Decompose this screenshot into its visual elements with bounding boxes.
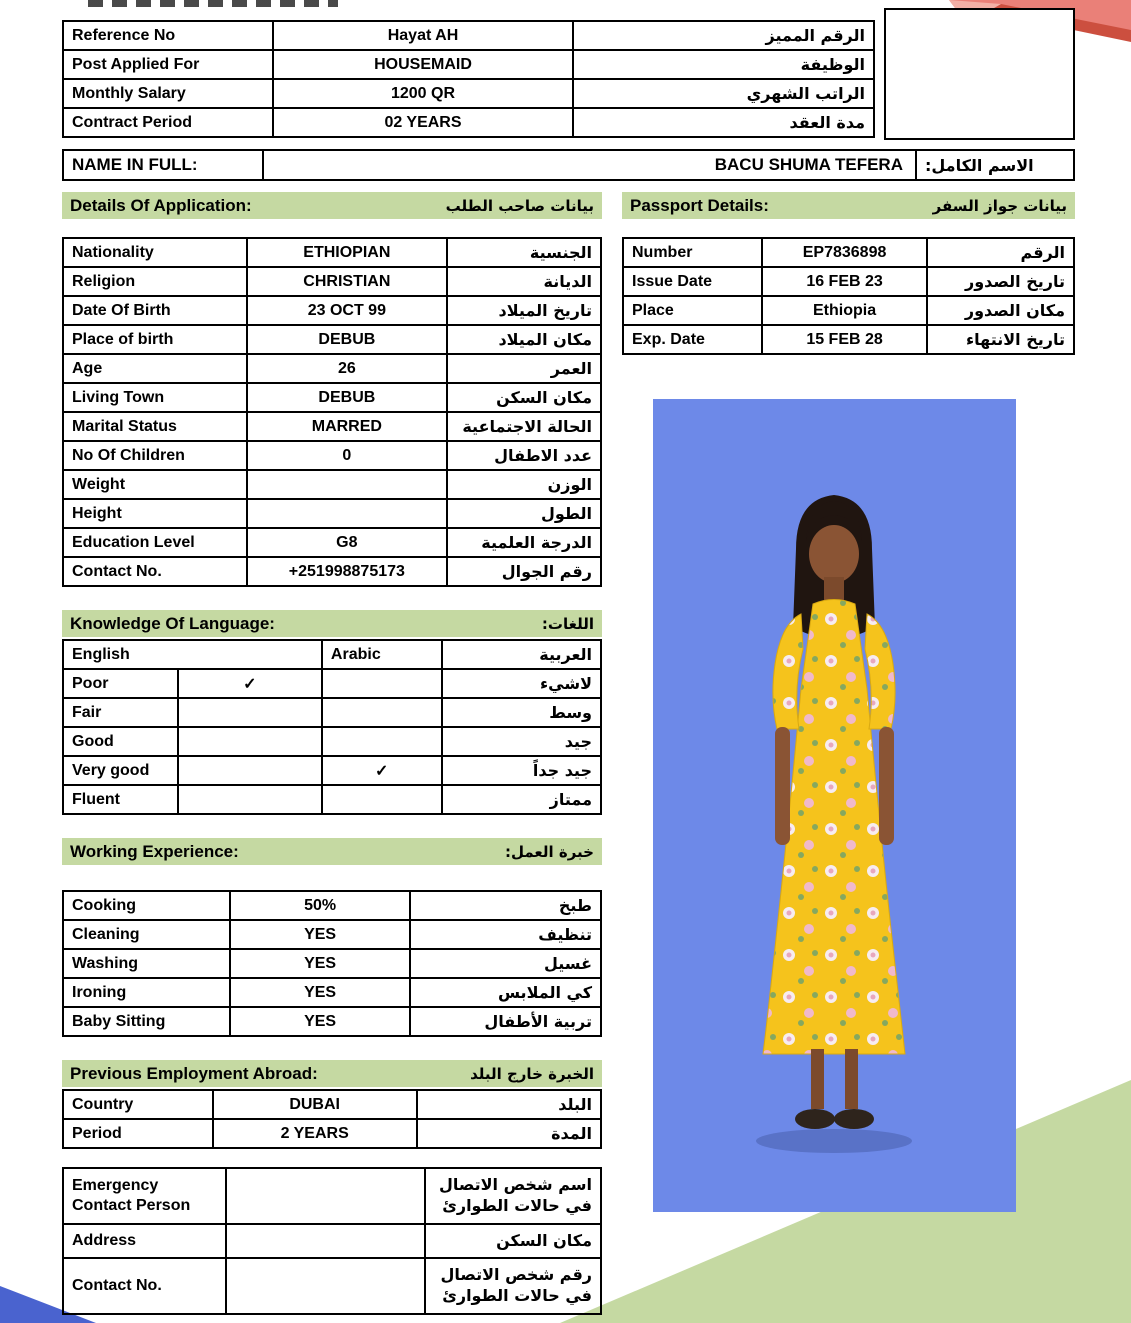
level-label-arabic: جيد: [442, 727, 601, 756]
table-row: [63, 785, 601, 814]
field-label: Ironing: [63, 978, 230, 1007]
field-label-arabic: كي الملابس: [410, 978, 601, 1007]
section-title: Working Experience:: [70, 841, 239, 861]
field-value: 15 FEB 28: [762, 325, 926, 354]
table-row: [63, 325, 601, 354]
arabic-checkmark: [322, 669, 442, 698]
arabic-checkmark: [322, 698, 442, 727]
field-value: Ethiopia: [762, 296, 926, 325]
field-label-arabic: عدد الاطفال: [447, 441, 601, 470]
language-header-row: [63, 640, 601, 669]
stamp-box: [884, 8, 1075, 140]
field-value: YES: [230, 949, 409, 978]
section-header-previous-employment: [62, 1060, 602, 1087]
emergency-contact-table: [62, 1167, 602, 1315]
english-checkmark: [178, 727, 322, 756]
field-label-arabic: الديانة: [447, 267, 601, 296]
field-label: Reference No: [63, 21, 273, 50]
field-label-arabic: الجنسية: [447, 238, 601, 267]
field-label-arabic: مكان السكن: [425, 1224, 601, 1259]
field-value: [226, 1224, 425, 1259]
table-row: [63, 891, 601, 920]
table-row: [63, 1007, 601, 1036]
field-value: CHRISTIAN: [247, 267, 446, 296]
field-label: Monthly Salary: [63, 79, 273, 108]
field-label-arabic: الحالة الاجتماعية: [447, 412, 601, 441]
field-label: Exp. Date: [623, 325, 762, 354]
table-row: [63, 920, 601, 949]
level-label: Fluent: [63, 785, 178, 814]
reference-table: [62, 20, 875, 138]
field-label-arabic: مكان الصدور: [927, 296, 1074, 325]
field-value: ETHIOPIAN: [247, 238, 446, 267]
table-row: [63, 557, 601, 586]
field-label: Place: [623, 296, 762, 325]
table-row: [63, 528, 601, 557]
full-name: BACU SHUMA TEFERA: [714, 155, 903, 174]
field-label-arabic: الدرجة العلمية: [447, 528, 601, 557]
clipped-header-text: [88, 0, 338, 7]
section-header-details: [62, 192, 602, 219]
table-row: [63, 1119, 601, 1148]
table-row: [63, 21, 874, 50]
field-label-arabic: طبخ: [410, 891, 601, 920]
table-row: [63, 108, 874, 137]
field-label-arabic: تربية الأطفال: [410, 1007, 601, 1036]
applicant-photo: [653, 399, 1016, 1212]
level-label: Poor: [63, 669, 178, 698]
field-label-arabic: الرقم: [927, 238, 1074, 267]
english-checkmark: [178, 785, 322, 814]
field-label: Baby Sitting: [63, 1007, 230, 1036]
column-header-english: English: [63, 640, 322, 669]
table-row: [63, 669, 601, 698]
table-row: [63, 441, 601, 470]
field-label: Address: [63, 1224, 226, 1259]
field-label: Religion: [63, 267, 247, 296]
section-title-arabic: بيانات صاحب الطلب: [445, 196, 594, 215]
table-row: [63, 470, 601, 499]
field-value: [247, 470, 446, 499]
field-label: Nationality: [63, 238, 247, 267]
field-label: Contract Period: [63, 108, 273, 137]
table-row: [63, 698, 601, 727]
level-label-arabic: ممتاز: [442, 785, 601, 814]
field-value: 2 YEARS: [213, 1119, 417, 1148]
english-checkmark: [178, 698, 322, 727]
table-row: [63, 238, 601, 267]
field-label: Education Level: [63, 528, 247, 557]
field-label: Washing: [63, 949, 230, 978]
field-label: Period: [63, 1119, 213, 1148]
section-header-experience: [62, 838, 602, 865]
field-label-arabic: تاريخ الميلاد: [447, 296, 601, 325]
field-label-arabic: مدة العقد: [573, 108, 874, 137]
table-row: [63, 727, 601, 756]
field-label: No Of Children: [63, 441, 247, 470]
field-value: 0: [247, 441, 446, 470]
field-value: EP7836898: [762, 238, 926, 267]
field-label: Contact No.: [63, 557, 247, 586]
table-row: [63, 499, 601, 528]
field-value: MARRED: [247, 412, 446, 441]
field-value: YES: [230, 1007, 409, 1036]
column-header-arabic-label: العربية: [442, 640, 601, 669]
field-label: Marital Status: [63, 412, 247, 441]
field-value: Hayat AH: [273, 21, 573, 50]
field-label: Emergency Contact Person: [63, 1168, 226, 1224]
field-label-arabic: تاريخ الصدور: [927, 267, 1074, 296]
field-value: YES: [230, 920, 409, 949]
field-value: DEBUB: [247, 383, 446, 412]
section-header-language: [62, 610, 602, 637]
field-value: 02 YEARS: [273, 108, 573, 137]
field-label: Weight: [63, 470, 247, 499]
level-label: Good: [63, 727, 178, 756]
field-label: Age: [63, 354, 247, 383]
table-row: [63, 1090, 601, 1119]
field-label: Issue Date: [623, 267, 762, 296]
field-label-arabic: رقم الجوال: [447, 557, 601, 586]
field-label-arabic: الوزن: [447, 470, 601, 499]
name-label: NAME IN FULL:: [64, 151, 264, 179]
field-value: [247, 499, 446, 528]
table-row: [63, 354, 601, 383]
field-value: 16 FEB 23: [762, 267, 926, 296]
field-label-arabic: الوظيفة: [573, 50, 874, 79]
table-row: [63, 949, 601, 978]
section-title-arabic: خبرة العمل:: [504, 842, 594, 861]
english-checkmark: ✓: [178, 669, 322, 698]
field-label: Post Applied For: [63, 50, 273, 79]
field-label-arabic: الطول: [447, 499, 601, 528]
field-label-arabic: الراتب الشهري: [573, 79, 874, 108]
section-title-arabic: اللغات:: [541, 614, 594, 633]
language-table: [62, 639, 602, 815]
field-value: HOUSEMAID: [273, 50, 573, 79]
table-row: [63, 1258, 601, 1314]
english-checkmark: [178, 756, 322, 785]
table-row: [63, 296, 601, 325]
field-label-arabic: تاريخ الانتهاء: [927, 325, 1074, 354]
level-label: Fair: [63, 698, 178, 727]
table-row: [63, 50, 874, 79]
field-label: Cooking: [63, 891, 230, 920]
right-column: [622, 192, 1075, 1212]
table-row: [63, 412, 601, 441]
table-row: [623, 238, 1074, 267]
field-label-arabic: مكان الميلاد: [447, 325, 601, 354]
name-row: [62, 149, 1075, 181]
section-title-arabic: الخبرة خارج البلد: [470, 1064, 594, 1083]
field-label: Living Town: [63, 383, 247, 412]
field-value: 50%: [230, 891, 409, 920]
left-column: [62, 192, 602, 1315]
field-label-arabic: اسم شخص الاتصال في حالات الطوارئ: [425, 1168, 601, 1224]
field-label-arabic: تنظيف: [410, 920, 601, 949]
arabic-checkmark: [322, 785, 442, 814]
section-header-passport: [622, 192, 1075, 219]
details-table: [62, 237, 602, 587]
field-label-arabic: العمر: [447, 354, 601, 383]
field-value: DUBAI: [213, 1090, 417, 1119]
table-row: [63, 79, 874, 108]
field-label-arabic: مكان السكن: [447, 383, 601, 412]
field-label-arabic: الرقم المميز: [573, 21, 874, 50]
table-row: [623, 267, 1074, 296]
section-title: Knowledge Of Language:: [70, 613, 275, 633]
previous-employment-table: [62, 1089, 602, 1149]
field-label: Contact No.: [63, 1258, 226, 1314]
arabic-checkmark: [322, 727, 442, 756]
field-value: 1200 QR: [273, 79, 573, 108]
passport-table: [622, 237, 1075, 355]
field-label: Height: [63, 499, 247, 528]
field-value: G8: [247, 528, 446, 557]
column-header-arabic: Arabic: [322, 640, 442, 669]
experience-table: [62, 890, 602, 1037]
field-value: +251998875173: [247, 557, 446, 586]
field-label: Country: [63, 1090, 213, 1119]
section-title: Passport Details:: [630, 195, 769, 215]
field-label: Cleaning: [63, 920, 230, 949]
table-row: [63, 978, 601, 1007]
field-label-arabic: غسيل: [410, 949, 601, 978]
name-label-arabic: الاسم الكامل:: [915, 151, 1073, 179]
field-label-arabic: رقم شخص الاتصال في حالات الطوارئ: [425, 1258, 601, 1314]
field-label: Place of birth: [63, 325, 247, 354]
field-label-arabic: المدة: [417, 1119, 601, 1148]
table-row: [63, 756, 601, 785]
table-row: [63, 1224, 601, 1259]
table-row: [623, 325, 1074, 354]
field-label: Number: [623, 238, 762, 267]
level-label: Very good: [63, 756, 178, 785]
field-value: 26: [247, 354, 446, 383]
table-row: [63, 267, 601, 296]
level-label-arabic: وسط: [442, 698, 601, 727]
field-value: 23 OCT 99: [247, 296, 446, 325]
field-value: [226, 1168, 425, 1224]
field-value: YES: [230, 978, 409, 1007]
table-row: [623, 296, 1074, 325]
section-title: Previous Employment Abroad:: [70, 1063, 318, 1083]
field-label-arabic: البلد: [417, 1090, 601, 1119]
level-label-arabic: جيد جداً: [442, 756, 601, 785]
section-title-arabic: بيانات جواز السفر: [932, 196, 1067, 215]
level-label-arabic: لاشيء: [442, 669, 601, 698]
table-row: [63, 1168, 601, 1224]
field-label: Date Of Birth: [63, 296, 247, 325]
field-value: DEBUB: [247, 325, 446, 354]
field-value: [226, 1258, 425, 1314]
table-row: [63, 383, 601, 412]
section-title: Details Of Application:: [70, 195, 252, 215]
arabic-checkmark: ✓: [322, 756, 442, 785]
